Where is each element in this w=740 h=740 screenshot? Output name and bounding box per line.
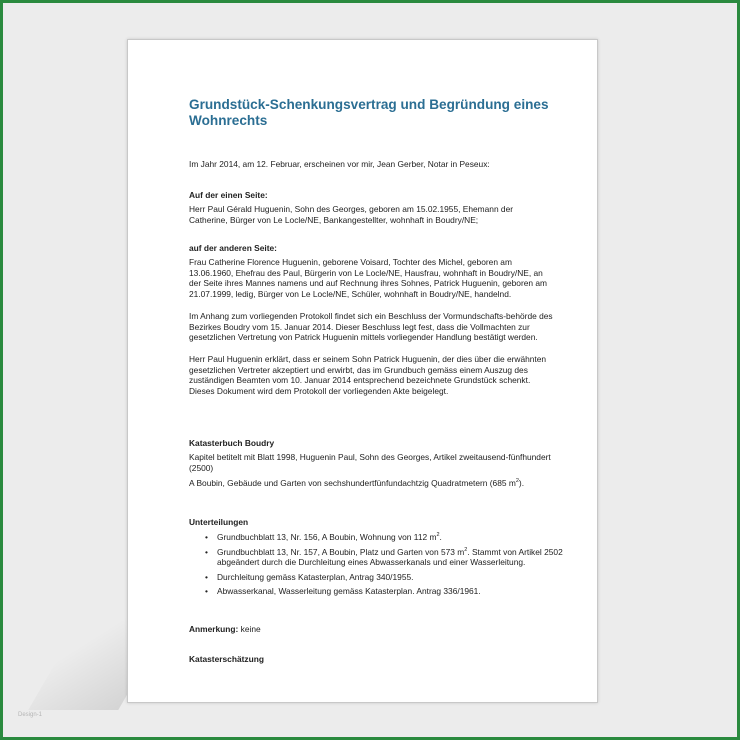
bullet2-sup: 2 (464, 546, 468, 553)
bullet2-main: Grundbuchblatt 13, Nr. 157, A Boubin, Platz und Garten von 573 m (217, 546, 465, 557)
intro-paragraph: Im Jahr 2014, am 12. Februar, erscheinen vor mir, Jean Gerber, Notar in Peseux: (189, 159, 490, 169)
anhang-paragraph: Im Anhang zum vorliegenden Protokoll findet sich ein Beschluss der Vormundschafts-behörde des Bezirkes Boudry vom 15. Januar 2014. Dieser Beschluss legt fest, dass die Vollmachten zur gesetzlichen Vertretung von Patrick Huguenin mittels vorliegender Handlung bestätigt werden. (189, 311, 553, 342)
kataster-text-1: Kapitel betitelt mit Blatt 1998, Huguenin Paul, Sohn des Georges, Artikel zweitausend-fünfhundert (2500) (189, 452, 551, 473)
list-item (189, 532, 564, 543)
katasterschaetzung-heading: Katasterschätzung (189, 654, 264, 664)
kataster-text-2-sup: 2 (515, 478, 519, 484)
unterteilungen-list (189, 532, 564, 601)
kataster-text-2-end: ). (518, 478, 525, 488)
document-title: Grundstück-Schenkungsvertrag und Begründung eines Wohnrechts (189, 97, 549, 128)
party1-text: Herr Paul Gérald Huguenin, Sohn des Georges, geboren am 15.02.1955, Ehemann der Catherine, Bürger von Le Locle/NE, Bankangestellter, wohnhaft in Boudry/NE; (189, 204, 514, 225)
party1-heading: Auf der einen Seite: (189, 190, 268, 200)
anmerkung-value: keine (238, 624, 261, 634)
kataster-text-2 (189, 478, 547, 489)
bullet3-text: Durchleitung gemäss Katasterplan, Antrag 340/1955. (217, 571, 414, 582)
bullet2-end: . Stammt von Artikel 2502 abgeändert durch die Durchleitung eines Abwasserkanals und einer Wasserleitung. (217, 546, 563, 567)
watermark: Design-1 (18, 712, 43, 718)
bullet1-sup: 2 (436, 532, 440, 538)
bullet1-main: Grundbuchblatt 13, Nr. 156, A Boubin, Wohnung von 112 m (217, 532, 437, 542)
list-item (189, 572, 564, 583)
list-item (189, 547, 564, 568)
party2-heading: auf der anderen Seite: (189, 243, 277, 253)
document-page (127, 39, 598, 703)
kataster-heading: Katasterbuch Boudry (189, 438, 275, 448)
kataster-text-2-main: A Boubin, Gebäude und Garten von sechshundertfünfundachtzig Quadratmetern (685 m (189, 478, 516, 488)
list-item (189, 586, 564, 597)
erklaerung-paragraph: Herr Paul Huguenin erklärt, dass er seinem Sohn Patrick Huguenin, der dies über die erwähnten gesetzlichen Vertreter akzeptiert und erwirbt, das im Grundbuch gemäss einem Auszug des zuständigen Beamten vom 10. Januar 2014 entsprechend bezeichnete Grundstück schenkt. Dieses Dokument wird dem Protokoll der vorliegenden Akte beigelegt. (189, 354, 547, 396)
anmerkung-line (189, 624, 559, 635)
party2-text: Frau Catherine Florence Huguenin, geborene Voisard, Tochter des Michel, geboren am 13.06.1960, Ehefrau des Paul, Bürgerin von Le Locle/NE, Hausfrau, wohnhaft in Boudry/NE, an der Seite ihres Mannes namens und auf Rechnung ihres Sohnes, Patrick Huguenin, geboren am 21.07.1999, ledig, Bürger von Le Locle/NE, Schüler, wohnhaft in Boudry/NE, handelnd. (189, 257, 548, 299)
bullet4-text: Abwasserkanal, Wasserleitung gemäss Katasterplan. Antrag 336/1961. (217, 586, 481, 596)
unterteilungen-heading: Unterteilungen (189, 517, 249, 527)
bullet1-end: . (439, 532, 442, 542)
anmerkung-label: Anmerkung: (189, 624, 239, 634)
